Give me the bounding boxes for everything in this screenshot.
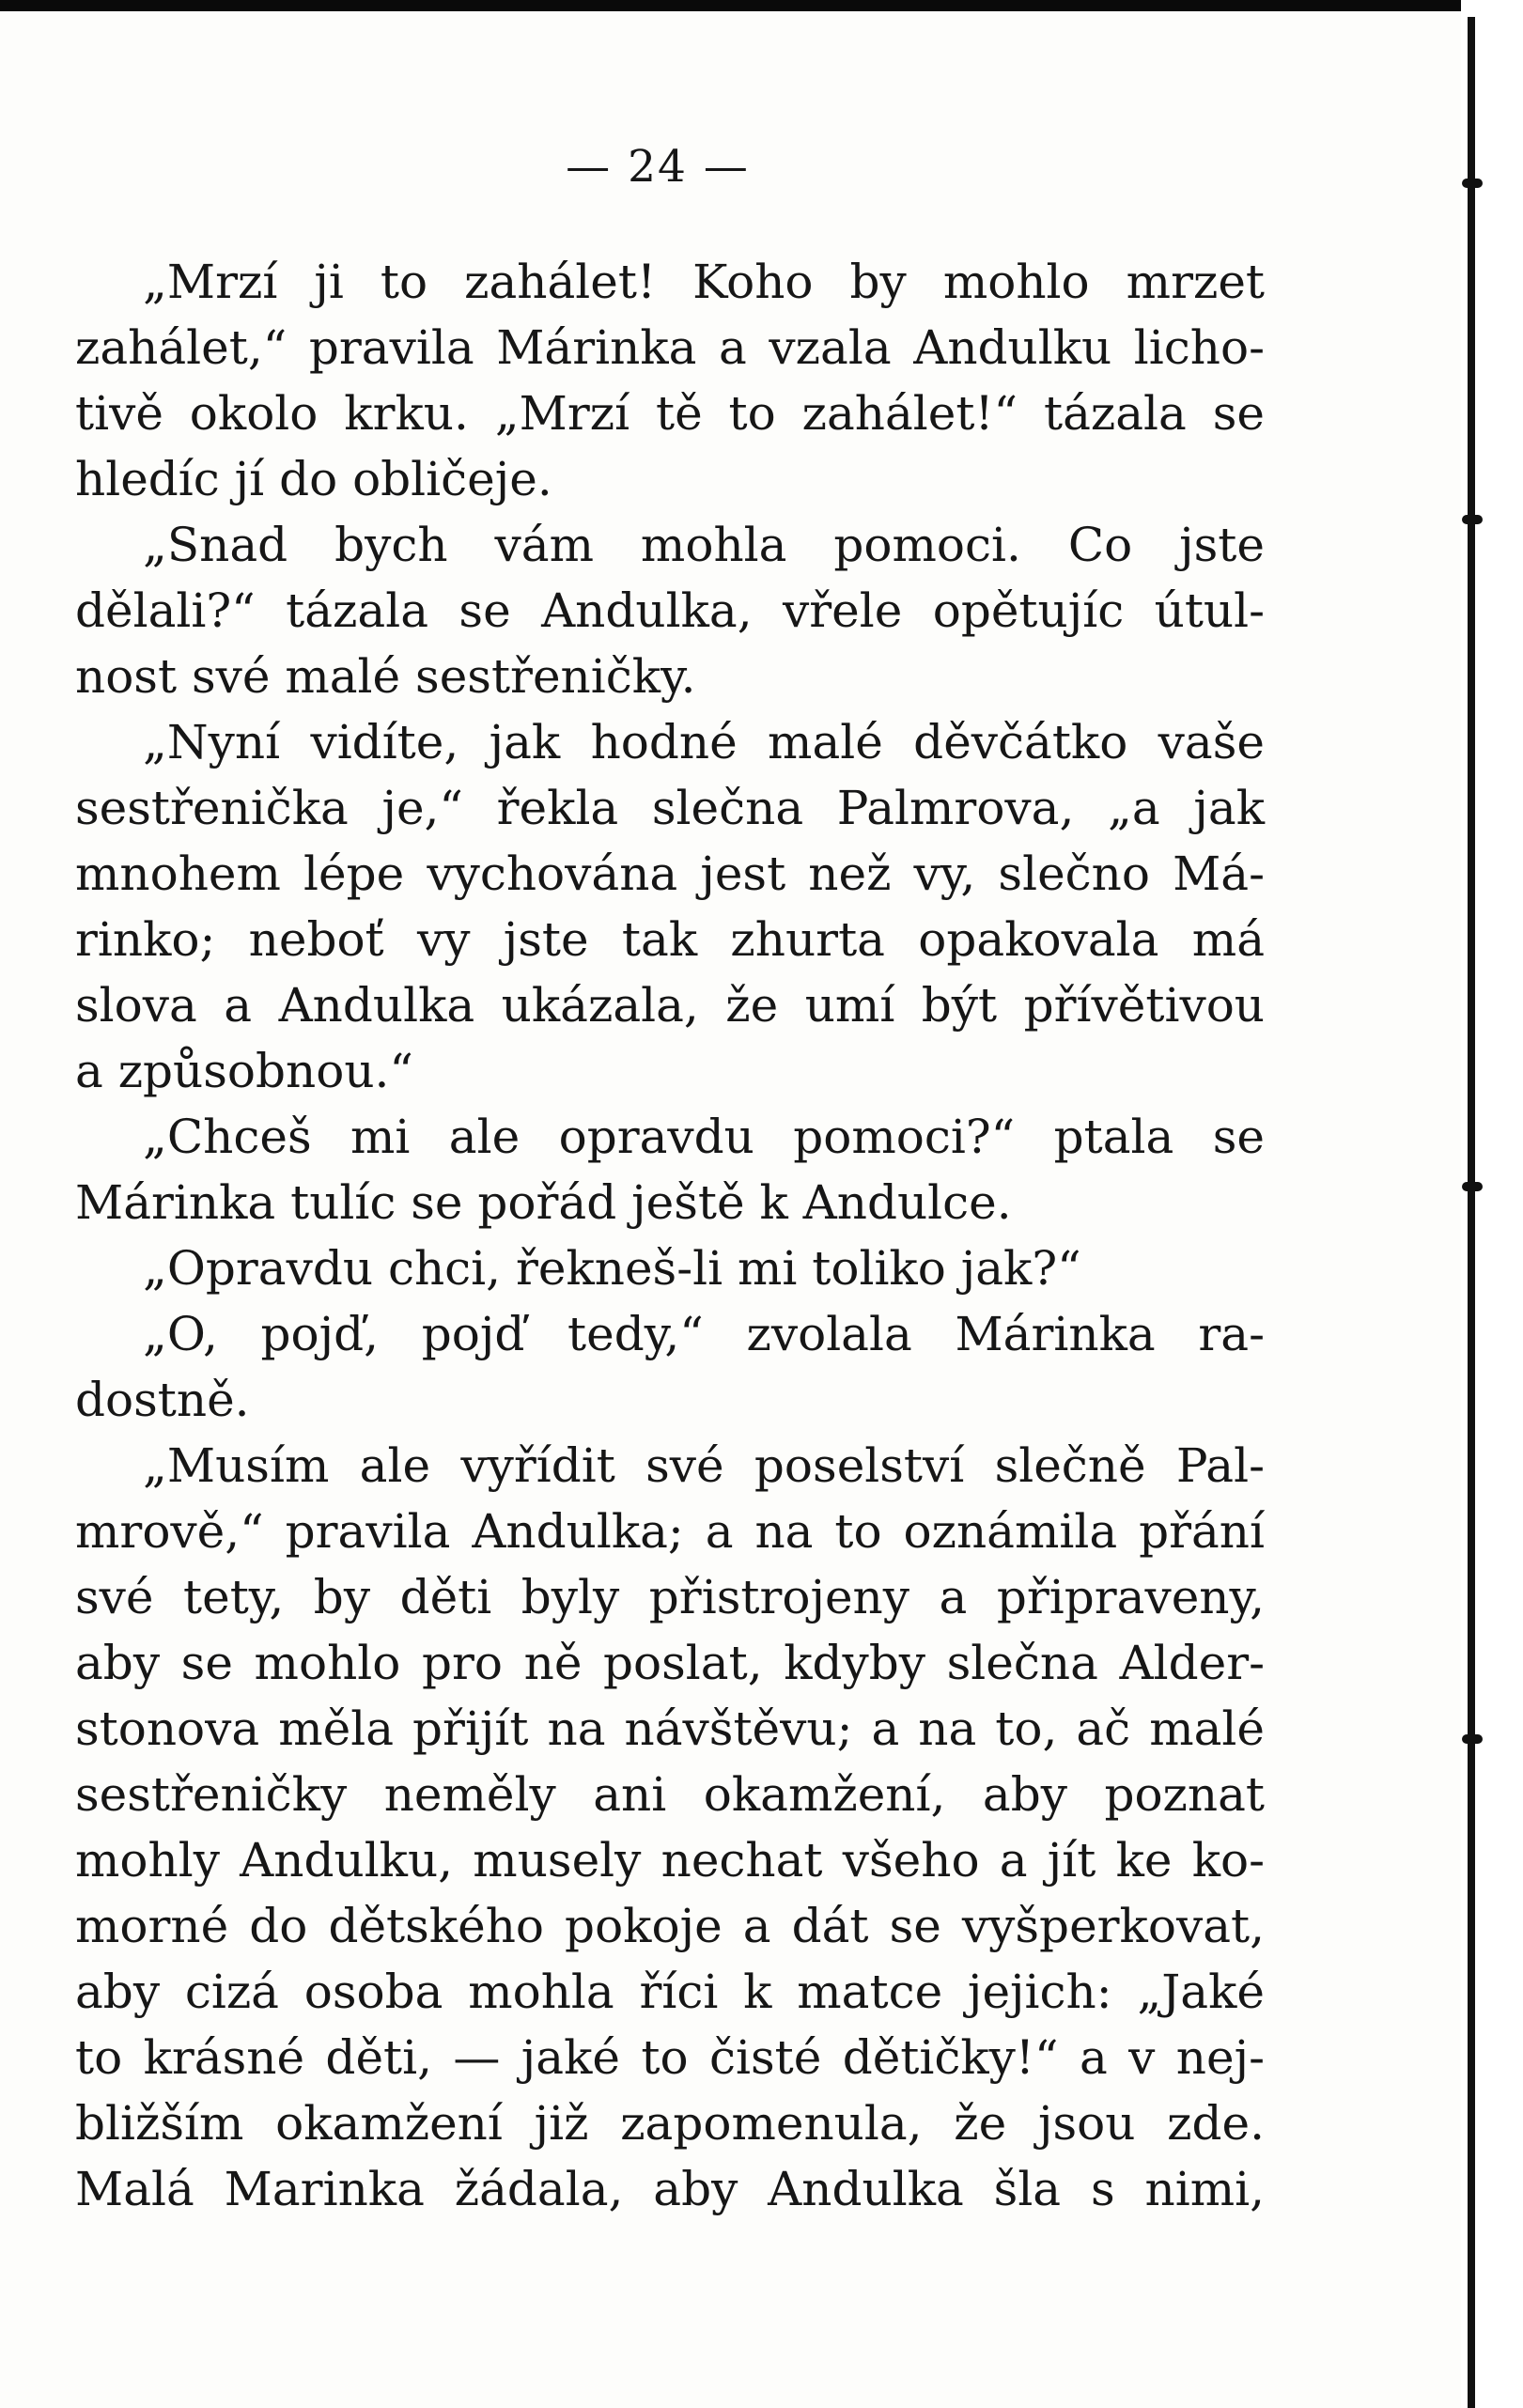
text-line: zahálet,“ pravila Márinka a vzala Andulku licho- <box>75 320 1265 375</box>
text-line: sestřeničky neměly ani okamžení, aby poznat <box>75 1767 1265 1822</box>
text-line: dostně. <box>75 1373 250 1427</box>
text-line: morné do dětského pokoje a dát se vyšperkovat, <box>75 1899 1265 1953</box>
text-line: tivě okolo krku. „Mrzí tě to zahálet!“ tázala se <box>75 386 1265 441</box>
text-line: rinko; neboť vy jste tak zhurta opakovala má <box>75 912 1265 967</box>
text-line: „Chceš mi ale opravdu pomoci?“ ptala se <box>143 1110 1265 1164</box>
text-line: sestřenička je,“ řekla slečna Palmrova, „a jak <box>75 781 1265 835</box>
text-line: Malá Marinka žádala, aby Andulka šla s nimi, <box>75 2162 1265 2216</box>
text-line: slova a Andulka ukázala, že umí být přívětivou <box>75 978 1265 1033</box>
page-number: — 24 — <box>566 141 750 193</box>
text-line: to krásné děti, — jaké to čisté dětičky!“ a v nej- <box>75 2030 1265 2085</box>
binding-notch <box>1462 179 1483 188</box>
body-text <box>75 249 1265 2222</box>
text-line: mohly Andulku, musely nechat všeho a jít ke ko- <box>75 1833 1265 1888</box>
scan-top-edge <box>0 0 1523 11</box>
text-line: nost své malé sestřeničky. <box>75 649 696 704</box>
binding-line <box>1468 17 1475 2408</box>
text-line: aby cizá osoba mohla říci k matce jejich: „Jaké <box>75 1965 1265 2019</box>
text-line: bližším okamžení již zapomenula, že jsou zde. <box>75 2096 1265 2151</box>
text-line: dělali?“ tázala se Andulka, vřele opětujíc útul- <box>75 583 1265 638</box>
text-line: Márinka tulíc se pořád ještě k Andulce. <box>75 1175 1012 1230</box>
text-line: „Mrzí ji to zahálet! Koho by mohlo mrzet <box>143 255 1265 309</box>
binding-notch <box>1462 515 1483 524</box>
text-line: „Snad bych vám mohla pomoci. Co jste <box>143 518 1265 572</box>
text-line: mnohem lépe vychována jest než vy, slečno Má- <box>75 847 1265 901</box>
text-line: hledíc jí do obličeje. <box>75 452 552 506</box>
binding-notch <box>1462 1182 1483 1191</box>
text-line: své tety, by děti byly přistrojeny a připraveny, <box>75 1570 1265 1624</box>
text-line: mrově,“ pravila Andulka; a na to oznámila přání <box>75 1504 1265 1559</box>
text-line: aby se mohlo pro ně poslat, kdyby slečna Alder- <box>75 1636 1265 1690</box>
text-line: a způsobnou.“ <box>75 1044 413 1098</box>
text-line: „Musím ale vyřídit své poselství slečně Pal- <box>143 1438 1265 1493</box>
text-line: „O, pojď, pojď tedy,“ zvolala Márinka ra- <box>143 1307 1265 1361</box>
text-line: stonova měla přijít na návštěvu; a na to, ač malé <box>75 1701 1265 1756</box>
text-line: „Opravdu chci, řekneš-li mi toliko jak?“ <box>143 1241 1081 1296</box>
text-line: „Nyní vidíte, jak hodné malé děvčátko vaše <box>143 715 1265 769</box>
binding-notch <box>1462 1734 1483 1744</box>
